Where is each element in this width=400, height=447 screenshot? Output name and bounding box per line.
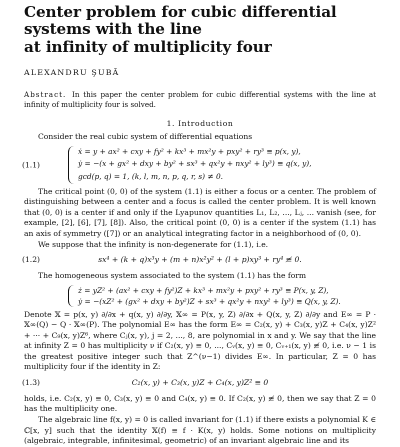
abstract-text: In this paper the center problem for cubic differential systems with the line at infinity of multiplicity four is solved. <box>24 90 376 110</box>
paragraph-2: The critical point (0, 0) of the system (1.1) is either a focus or a center. The problem of distinguishing between a center and a focus is called the center problem. It is well known that (0, 0) is a center if and only if the Lyapunov quantities L₁, L₂, ..., Lⱼ, ... vanish (see, for example, [2], [6], [7], [8]). Also, the critical point (0, 0) is a center if the system (1.1) has an axis of symmetry ([7]) or an analytical integrating factor in a neighborhood of (0, 0). <box>24 186 376 239</box>
paragraph-1: Consider the real cubic system of differential equations <box>38 132 253 142</box>
author-name: ALEXANDRU ŞUBĂ <box>24 68 120 78</box>
equation-body: C₂(x, y) + C₃(x, y)Z + C₄(x, y)Z² ≡ 0 <box>131 377 269 387</box>
brace-icon <box>68 285 75 307</box>
paper-page <box>0 3 400 446</box>
equation-line: gcd(p, q) = 1, (k, l, m, n, p, q, r, s) ≠ 0. <box>78 172 224 182</box>
equation-line: ż = yZ² + (ax² + cxy + fy²)Z + kx³ + mx²y + pxy² + ry³ ≡ P(x, y, Z), <box>78 285 329 295</box>
equation-1-1 <box>24 146 376 184</box>
equation-line: ẏ = −(xZ² + (gx² + dxy + by²)Z + sx³ + qx²y + nxy² + ly³) ≡ Q(x, y, Z). <box>78 296 341 306</box>
equation-lines <box>78 285 376 307</box>
equation-line: ẏ = −(x + gx² + dxy + by² + sx³ + qx²y + nxy² + ly³) ≡ q(x, y), <box>78 159 312 169</box>
equation-number: (1.1) <box>22 160 41 170</box>
abstract <box>24 90 376 110</box>
paper-title <box>24 4 376 56</box>
paragraph-5: Denote 𝕏 = p(x, y) ∂/∂x + q(x, y) ∂/∂y, 𝕏∞ = P(x, y, Z) ∂/∂x + Q(x, y, Z) ∂/∂y and E∞ = P · 𝕏∞(Q) − Q · 𝕏∞(P). The polynomial E∞ has the form E∞ = C₂(x, y) + C₃(x, y)Z + C₄(x, y)Z² + ··· + C₉(x, y)Z⁶, where Cⱼ(x, y), j = 2, ..., 8, are polynomial in x and y. We say that the line at infinity Z = 0 has multiplicity ν if C₂(x, y) ≡ 0, ..., Cᵥ(x, y) ≡ 0, Cᵥ₊₁(x, y) ≢ 0, i.e. ν − 1 is the greatest positive integer such that Z^(ν−1) divides E∞. In particular, Z = 0 has multiplicity four if the identity in Z: <box>24 309 376 372</box>
equation-number: (1.2) <box>22 255 41 265</box>
equation-line: ẋ = y + ax² + cxy + fy² + kx³ + mx²y + pxy² + ry³ ≡ p(x, y), <box>78 146 301 156</box>
paper-title-line-2: at infinity of multiplicity four <box>24 37 272 56</box>
paragraph-7: The algebraic line f(x, y) = 0 is called invariant for (1.1) if there exists a polynomial K ∈ ℂ[x, y] such that the identity 𝕏(f) ≡ f · K(x, y) holds. Some notions on multiplicity (algebraic, integrable, infinitesimal, geometric) of an invariant algebraic line and its <box>24 415 376 446</box>
paragraph-3: We suppose that the infinity is non-degenerate for (1.1), i.e. <box>38 239 269 249</box>
section-heading: 1. Introduction <box>166 119 234 129</box>
brace-icon <box>68 146 75 184</box>
equation-body: sx⁴ + (k + q)x³y + (m + n)x²y² + (l + p)xy³ + ry⁴ ≢ 0. <box>98 255 302 265</box>
paragraph-6: holds, i.e. C₂(x, y) ≡ 0, C₃(x, y) ≡ 0 and C₄(x, y) ≡ 0. If C₂(x, y) ≢ 0, then we say that Z = 0 has the multiplicity one. <box>24 393 376 414</box>
equation-1-2 <box>24 253 376 268</box>
equation-1-3 <box>24 376 376 391</box>
paper-title-line-1: Center problem for cubic differential systems with the line <box>24 3 337 39</box>
paragraph-4: The homogeneous system associated to the system (1.1) has the form <box>38 271 307 281</box>
equation-lines <box>78 146 376 184</box>
equation-number: (1.3) <box>22 377 41 387</box>
homogeneous-system <box>24 285 376 307</box>
abstract-label: Abstract. <box>24 90 67 100</box>
